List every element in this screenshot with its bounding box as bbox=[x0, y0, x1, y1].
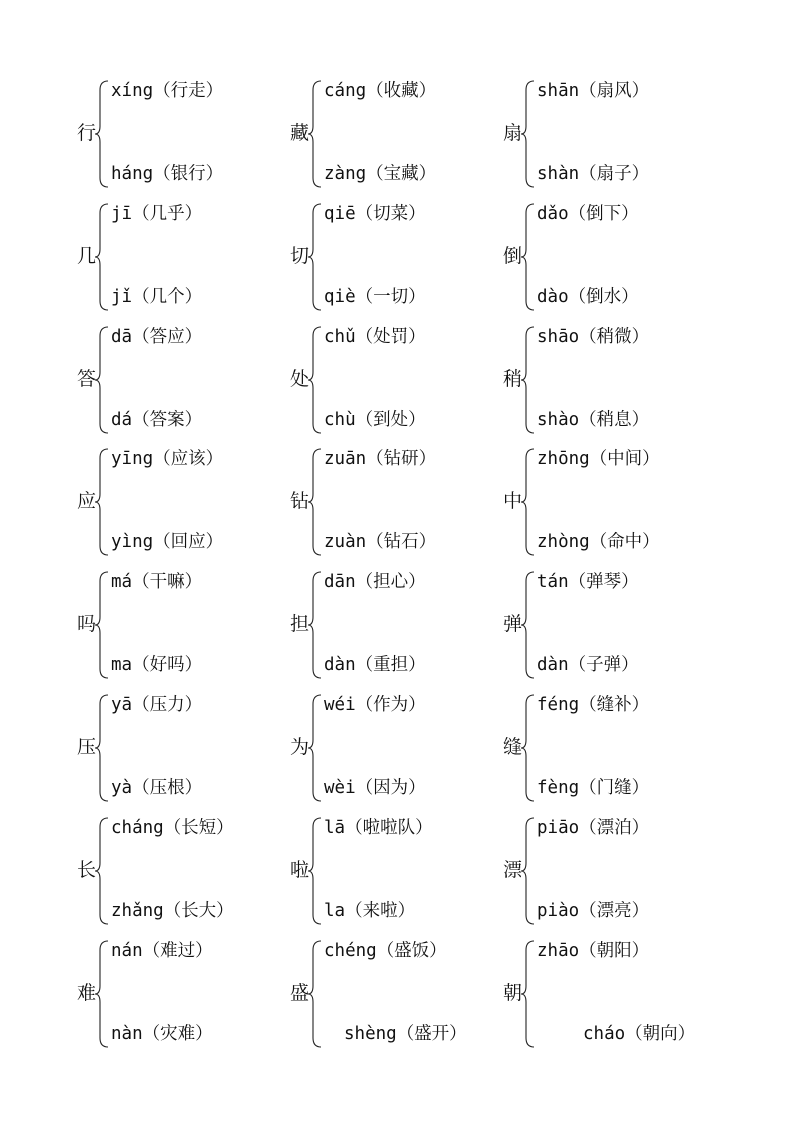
curly-brace bbox=[520, 694, 536, 802]
reading-line bbox=[537, 286, 639, 308]
curly-brace bbox=[94, 80, 110, 188]
reading-line bbox=[324, 163, 436, 185]
reading-line bbox=[324, 326, 426, 348]
example-word: （灾难） bbox=[142, 1023, 213, 1044]
pinyin-text: cáng bbox=[324, 81, 367, 101]
example-word: （到处） bbox=[355, 409, 426, 430]
example-word: （命中） bbox=[589, 532, 660, 553]
pinyin-text: shāo bbox=[537, 326, 580, 347]
pinyin-text: xíng bbox=[111, 81, 154, 101]
polyphone-character: 倒 bbox=[503, 244, 523, 267]
pinyin-text: zhōng bbox=[537, 449, 590, 470]
pinyin-text: piào bbox=[537, 900, 580, 921]
pinyin-text: zhāo bbox=[537, 940, 580, 961]
polyphone-character: 压 bbox=[77, 736, 97, 758]
pinyin-text: shào bbox=[537, 409, 580, 430]
reading-line bbox=[111, 326, 202, 348]
example-word: （几乎） bbox=[132, 203, 203, 224]
example-word: （几个） bbox=[132, 286, 203, 307]
pinyin-text: fèng bbox=[537, 778, 580, 798]
pinyin-text: nán bbox=[111, 940, 143, 961]
curly-brace bbox=[520, 326, 536, 434]
polyphone-character: 缝 bbox=[503, 736, 523, 758]
pinyin-text: lā bbox=[324, 817, 346, 838]
reading-line bbox=[324, 900, 415, 922]
pinyin-text: má bbox=[111, 572, 133, 593]
pinyin-text: la bbox=[324, 900, 346, 921]
example-word: （倒水） bbox=[568, 286, 639, 307]
polyphone-entry bbox=[290, 324, 490, 436]
example-word: （好吗） bbox=[132, 655, 203, 676]
reading-line bbox=[537, 203, 639, 225]
pinyin-text: dàn bbox=[324, 655, 356, 676]
pinyin-text: dā bbox=[111, 326, 133, 347]
example-word: （盛开） bbox=[396, 1023, 467, 1044]
curly-brace bbox=[520, 448, 536, 556]
reading-line bbox=[537, 900, 649, 922]
reading-line bbox=[111, 1023, 213, 1045]
pinyin-text: tán bbox=[537, 572, 569, 593]
reading-line bbox=[324, 571, 426, 593]
reading-line bbox=[583, 1023, 695, 1045]
example-word: （应该） bbox=[153, 449, 224, 470]
curly-brace bbox=[94, 817, 110, 925]
example-word: （长短） bbox=[163, 817, 234, 838]
polyphone-entry bbox=[503, 569, 703, 681]
example-word: （扇子） bbox=[579, 164, 650, 184]
polyphone-character: 长 bbox=[77, 858, 97, 881]
polyphone-character: 应 bbox=[77, 490, 97, 513]
polyphone-character: 难 bbox=[77, 981, 97, 1004]
example-word: （门缝） bbox=[579, 778, 650, 798]
polyphone-entry bbox=[290, 815, 490, 927]
example-word: （中间） bbox=[589, 449, 660, 470]
example-word: （银行） bbox=[153, 164, 224, 184]
curly-brace bbox=[307, 326, 323, 434]
example-word: （子弹） bbox=[568, 655, 639, 676]
pinyin-text: zhǎng bbox=[111, 900, 164, 921]
polyphone-character: 朝 bbox=[503, 981, 523, 1004]
curly-brace bbox=[94, 940, 110, 1048]
polyphone-character: 担 bbox=[290, 613, 310, 636]
polyphone-character: 答 bbox=[77, 367, 97, 390]
polyphone-entry bbox=[290, 201, 490, 313]
reading-line bbox=[537, 777, 649, 799]
pinyin-text: dān bbox=[324, 572, 356, 593]
reading-line bbox=[537, 448, 660, 470]
example-word: （漂亮） bbox=[579, 900, 650, 921]
pinyin-text: chéng bbox=[324, 940, 377, 961]
polyphone-entry bbox=[503, 201, 703, 313]
example-word: （切菜） bbox=[355, 203, 426, 224]
reading-line bbox=[111, 654, 202, 676]
reading-line bbox=[537, 940, 649, 962]
curly-brace bbox=[307, 940, 323, 1048]
example-word: （缝补） bbox=[579, 695, 650, 715]
curly-brace bbox=[94, 203, 110, 311]
example-word: （扇风） bbox=[579, 81, 650, 101]
polyphone-character: 藏 bbox=[290, 122, 310, 144]
pinyin-text: zuàn bbox=[324, 532, 367, 553]
reading-line bbox=[537, 654, 639, 676]
curly-brace bbox=[520, 80, 536, 188]
pinyin-text: yà bbox=[111, 778, 133, 798]
pinyin-text: piāo bbox=[537, 817, 580, 838]
example-word: （长大） bbox=[163, 900, 234, 921]
reading-line bbox=[537, 80, 649, 102]
reading-line bbox=[537, 163, 649, 185]
polyphone-entry bbox=[290, 692, 490, 804]
pinyin-text: jǐ bbox=[111, 286, 133, 307]
polyphone-entry bbox=[290, 446, 490, 558]
polyphone-entry bbox=[77, 815, 277, 927]
pinyin-text: shān bbox=[537, 81, 580, 101]
pinyin-text: yā bbox=[111, 695, 133, 715]
reading-line bbox=[111, 163, 223, 185]
reading-line bbox=[324, 80, 436, 102]
reading-line bbox=[111, 940, 213, 962]
polyphone-character: 几 bbox=[77, 244, 97, 267]
example-word: （担心） bbox=[355, 572, 426, 593]
reading-line bbox=[324, 940, 447, 962]
polyphone-character: 中 bbox=[503, 490, 523, 513]
reading-line bbox=[111, 448, 223, 470]
polyphone-character: 为 bbox=[290, 736, 310, 758]
reading-line bbox=[111, 900, 234, 922]
polyphone-character: 行 bbox=[77, 122, 97, 144]
reading-line bbox=[111, 571, 202, 593]
polyphone-entry bbox=[503, 324, 703, 436]
example-word: （干嘛） bbox=[132, 572, 203, 593]
example-word: （稍息） bbox=[579, 409, 650, 430]
example-word: （处罚） bbox=[355, 326, 426, 347]
polyphone-character: 吗 bbox=[77, 613, 97, 636]
reading-line bbox=[324, 531, 436, 553]
pinyin-text: nàn bbox=[111, 1023, 143, 1044]
polyphone-entry bbox=[503, 446, 703, 558]
polyphone-character: 漂 bbox=[503, 858, 523, 881]
curly-brace bbox=[307, 694, 323, 802]
reading-line bbox=[111, 80, 223, 102]
polyphone-entry bbox=[503, 692, 703, 804]
example-word: （答应） bbox=[132, 326, 203, 347]
pinyin-text: yīng bbox=[111, 449, 154, 470]
reading-line bbox=[111, 286, 202, 308]
pinyin-text: qiè bbox=[324, 286, 356, 307]
polyphone-character: 扇 bbox=[503, 122, 523, 144]
curly-brace bbox=[307, 571, 323, 679]
curly-brace bbox=[520, 940, 536, 1048]
curly-brace bbox=[520, 571, 536, 679]
curly-brace bbox=[307, 448, 323, 556]
example-word: （宝藏） bbox=[366, 164, 437, 184]
example-word: （盛饭） bbox=[376, 940, 447, 961]
reading-line bbox=[537, 817, 649, 839]
example-word: （钻研） bbox=[366, 449, 437, 470]
polyphone-entry bbox=[77, 446, 277, 558]
curly-brace bbox=[307, 817, 323, 925]
polyphone-entry bbox=[290, 569, 490, 681]
example-word: （回应） bbox=[153, 532, 224, 553]
reading-line bbox=[344, 1023, 467, 1045]
polyphone-character: 钻 bbox=[290, 490, 310, 513]
reading-line bbox=[324, 286, 426, 308]
pinyin-text: jī bbox=[111, 203, 133, 224]
polyphone-character: 处 bbox=[290, 367, 310, 390]
reading-line bbox=[111, 777, 202, 799]
pinyin-text: qiē bbox=[324, 203, 356, 224]
polyphone-entry bbox=[77, 201, 277, 313]
polyphone-entry bbox=[503, 78, 703, 190]
reading-line bbox=[324, 694, 426, 716]
pinyin-text: wéi bbox=[324, 695, 356, 715]
reading-line bbox=[324, 777, 426, 799]
example-word: （收藏） bbox=[366, 81, 437, 101]
pinyin-text: cháng bbox=[111, 817, 164, 838]
example-word: （行走） bbox=[153, 81, 224, 101]
example-word: （重担） bbox=[355, 655, 426, 676]
curly-brace bbox=[94, 571, 110, 679]
pinyin-text: dá bbox=[111, 409, 133, 430]
pinyin-text: chù bbox=[324, 409, 356, 430]
pinyin-text: dào bbox=[537, 286, 569, 307]
example-word: （答案） bbox=[132, 409, 203, 430]
reading-line bbox=[111, 409, 202, 431]
polyphone-character: 盛 bbox=[290, 981, 310, 1004]
curly-brace bbox=[520, 203, 536, 311]
pinyin-text: cháo bbox=[583, 1023, 626, 1044]
reading-line bbox=[537, 409, 649, 431]
pinyin-text: zhòng bbox=[537, 532, 590, 553]
polyphone-entry bbox=[77, 324, 277, 436]
example-word: （倒下） bbox=[568, 203, 639, 224]
example-word: （啦啦队） bbox=[345, 817, 433, 838]
example-word: （压力） bbox=[132, 695, 203, 715]
reading-line bbox=[537, 571, 639, 593]
polyphone-entry bbox=[503, 815, 703, 927]
reading-line bbox=[537, 531, 660, 553]
pinyin-text: yìng bbox=[111, 532, 154, 553]
polyphone-entry bbox=[503, 938, 703, 1050]
reading-line bbox=[111, 817, 234, 839]
pinyin-text: háng bbox=[111, 164, 154, 184]
polyphone-entry bbox=[77, 692, 277, 804]
polyphone-entry bbox=[77, 78, 277, 190]
pinyin-text: féng bbox=[537, 695, 580, 715]
polyphone-character: 弹 bbox=[503, 613, 523, 636]
pinyin-text: shàn bbox=[537, 164, 580, 184]
reading-line bbox=[111, 694, 202, 716]
reading-line bbox=[537, 326, 649, 348]
polyphone-entry bbox=[77, 938, 277, 1050]
example-word: （难过） bbox=[142, 940, 213, 961]
example-word: （钻石） bbox=[366, 532, 437, 553]
curly-brace bbox=[94, 448, 110, 556]
reading-line bbox=[537, 694, 649, 716]
curly-brace bbox=[307, 203, 323, 311]
reading-line bbox=[324, 817, 433, 839]
example-word: （朝向） bbox=[625, 1023, 696, 1044]
polyphone-entry bbox=[290, 78, 490, 190]
polyphone-entry bbox=[290, 938, 490, 1050]
pinyin-text: wèi bbox=[324, 778, 356, 798]
reading-line bbox=[324, 409, 426, 431]
example-word: （朝阳） bbox=[579, 940, 650, 961]
reading-line bbox=[324, 203, 426, 225]
example-word: （作为） bbox=[355, 695, 426, 715]
example-word: （来啦） bbox=[345, 900, 416, 921]
curly-brace bbox=[94, 694, 110, 802]
example-word: （一切） bbox=[355, 286, 426, 307]
example-word: （稍微） bbox=[579, 326, 650, 347]
pinyin-text: dǎo bbox=[537, 203, 569, 224]
pinyin-text: chǔ bbox=[324, 326, 356, 347]
curly-brace bbox=[307, 80, 323, 188]
pinyin-text: dàn bbox=[537, 655, 569, 676]
reading-line bbox=[324, 654, 426, 676]
example-word: （弹琴） bbox=[568, 572, 639, 593]
curly-brace bbox=[94, 326, 110, 434]
polyphone-character: 啦 bbox=[290, 858, 310, 881]
reading-line bbox=[111, 531, 223, 553]
polyphone-entry bbox=[77, 569, 277, 681]
example-word: （漂泊） bbox=[579, 817, 650, 838]
example-word: （压根） bbox=[132, 778, 203, 798]
reading-line bbox=[324, 448, 436, 470]
pinyin-text: ma bbox=[111, 655, 133, 676]
polyphone-character: 稍 bbox=[503, 367, 523, 390]
pinyin-text: shèng bbox=[344, 1023, 397, 1044]
polyphone-character: 切 bbox=[290, 244, 310, 267]
example-word: （因为） bbox=[355, 778, 426, 798]
pinyin-text: zàng bbox=[324, 164, 367, 184]
pinyin-text: zuān bbox=[324, 449, 367, 470]
curly-brace bbox=[520, 817, 536, 925]
reading-line bbox=[111, 203, 202, 225]
